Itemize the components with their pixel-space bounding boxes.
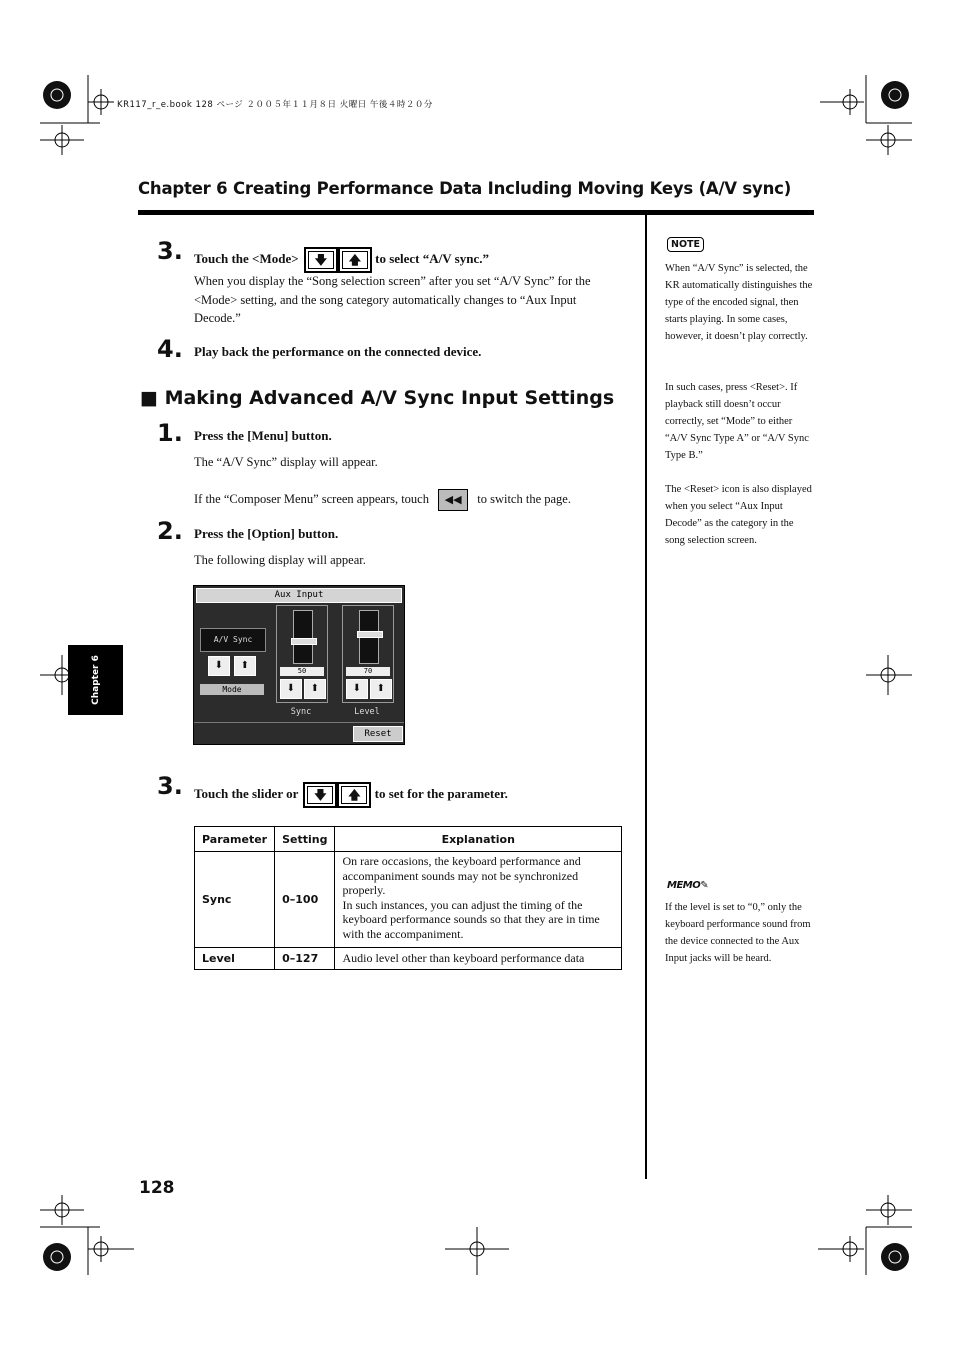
table-header-row (195, 827, 622, 852)
section-heading: ■ Making Advanced A/V Sync Input Settings (140, 387, 615, 409)
up-arrow-icon: ⬆ (240, 660, 250, 671)
sync-slider-knob[interactable] (291, 638, 317, 645)
step-text-a: Touch the <Mode> (194, 250, 299, 266)
title-rule (138, 210, 814, 215)
screen-title: Aux Input (196, 588, 402, 603)
level-slider-group (342, 605, 394, 703)
sync-slider-group (276, 605, 328, 703)
sync-value: 50 (280, 667, 324, 676)
file-header: KR117_r_e.book 128 ページ ２００５年１１月８日 火曜日 午後４時２０分 (117, 100, 433, 110)
step-body (194, 489, 571, 511)
param-cell: Sync (195, 852, 275, 948)
up-arrow-button[interactable]: 🡅 (337, 782, 371, 808)
down-arrow-button[interactable]: 🡇 (303, 782, 337, 808)
step-body-a: If the “Composer Menu” screen appears, touch (194, 491, 429, 506)
step-number: 1. (157, 419, 183, 447)
level-label: Level (354, 707, 380, 717)
note-text: When “A/V Sync” is selected, the KR automatically distinguishes the type of the encoded signal, then starts playing. In some cases, however, it doesn’t play correctly. (665, 263, 813, 342)
step-body: The “A/V Sync” display will appear. (194, 455, 378, 469)
up-arrow-icon: ⬆ (310, 683, 320, 694)
column-header: Explanation (335, 827, 622, 852)
down-arrow-button[interactable]: 🡇 (304, 247, 338, 273)
step-number: 3. (157, 772, 183, 800)
page-number: 128 (139, 1178, 175, 1198)
step-number: 3. (157, 237, 183, 265)
step-body: The following display will appear. (194, 553, 366, 567)
step-text-b: to select “A/V sync.” (375, 250, 489, 266)
table-row (195, 948, 622, 970)
memo-label: MEMO (667, 880, 701, 891)
level-down-button[interactable] (346, 679, 368, 699)
step-instruction (194, 782, 508, 808)
table-row (195, 852, 622, 948)
sync-slider[interactable] (293, 610, 313, 664)
page-back-button[interactable] (438, 489, 468, 511)
column-header: Parameter (195, 827, 275, 852)
level-slider[interactable] (359, 610, 379, 664)
mode-value-display: A/V Sync (200, 628, 266, 652)
column-divider (645, 214, 647, 1179)
sync-label: Sync (290, 707, 312, 717)
chapter-title: Chapter 6 Creating Performance Data Including Moving Keys (A/V sync) (138, 179, 792, 198)
mode-label: Mode (200, 684, 264, 695)
step-text-b: to set for the parameter. (374, 785, 508, 801)
aux-input-screen (193, 585, 405, 745)
down-arrow-icon: ⬇ (214, 660, 224, 671)
setting-cell: 0–127 (275, 948, 335, 970)
up-arrow-button[interactable]: 🡅 (338, 247, 372, 273)
down-arrow-icon: ⬇ (352, 683, 362, 694)
step-body: When you display the “Song selection screen” after you set “A/V Sync” for the <Mode> setting, and the song category automatically changes to “Aux Input Decode.” (194, 274, 591, 325)
note-text: The <Reset> icon is also displayed when you select “Aux Input Decode” as the category in the song selection screen. (665, 484, 812, 546)
step-instruction: Press the [Option] button. (194, 526, 339, 541)
step-body-b: to switch the page. (477, 491, 571, 506)
mode-down-button[interactable] (208, 656, 230, 676)
step-text-a: Touch the slider or (194, 785, 299, 801)
sync-down-button[interactable] (280, 679, 302, 699)
level-up-button[interactable] (370, 679, 392, 699)
down-arrow-icon: ⬇ (286, 683, 296, 694)
screen-divider (194, 722, 404, 723)
parameter-table (194, 826, 622, 970)
reset-button[interactable]: Reset (353, 726, 403, 742)
step-instruction: Press the [Menu] button. (194, 428, 332, 443)
step-instruction (194, 247, 489, 273)
explanation-cell: On rare occasions, the keyboard performance and accompaniment sounds may not be synchronized properly. In such instances, you can adjust the timing of the keyboard performance sounds so that they are in time with the accompaniment. (335, 852, 622, 948)
level-slider-knob[interactable] (357, 631, 383, 638)
column-header: Setting (275, 827, 335, 852)
memo-text: If the level is set to “0,” only the keyboard performance sound from the device connected to the Aux Input jacks will be heard. (665, 902, 811, 964)
mode-up-button[interactable] (234, 656, 256, 676)
chapter-tab (68, 645, 123, 715)
pencil-icon: ✎ (700, 880, 709, 891)
param-cell: Level (195, 948, 275, 970)
note-badge: NOTE (667, 237, 704, 252)
setting-cell: 0–100 (275, 852, 335, 948)
chapter-tab-label: Chapter 6 (90, 655, 101, 705)
double-left-icon: ◀◀ (444, 493, 462, 506)
step-number: 2. (157, 517, 183, 545)
note-text: In such cases, press <Reset>. If playback still doesn’t occur correctly, set “Mode” to either “A/V Sync Type A” or “A/V Sync Type B.” (665, 382, 809, 461)
up-arrow-icon: ⬆ (376, 683, 386, 694)
step-instruction: Play back the performance on the connected device. (194, 344, 482, 359)
step-number: 4. (157, 335, 183, 363)
memo-badge (667, 880, 708, 891)
level-value: 70 (346, 667, 390, 676)
explanation-cell: Audio level other than keyboard performance data (335, 948, 622, 970)
sync-up-button[interactable] (304, 679, 326, 699)
